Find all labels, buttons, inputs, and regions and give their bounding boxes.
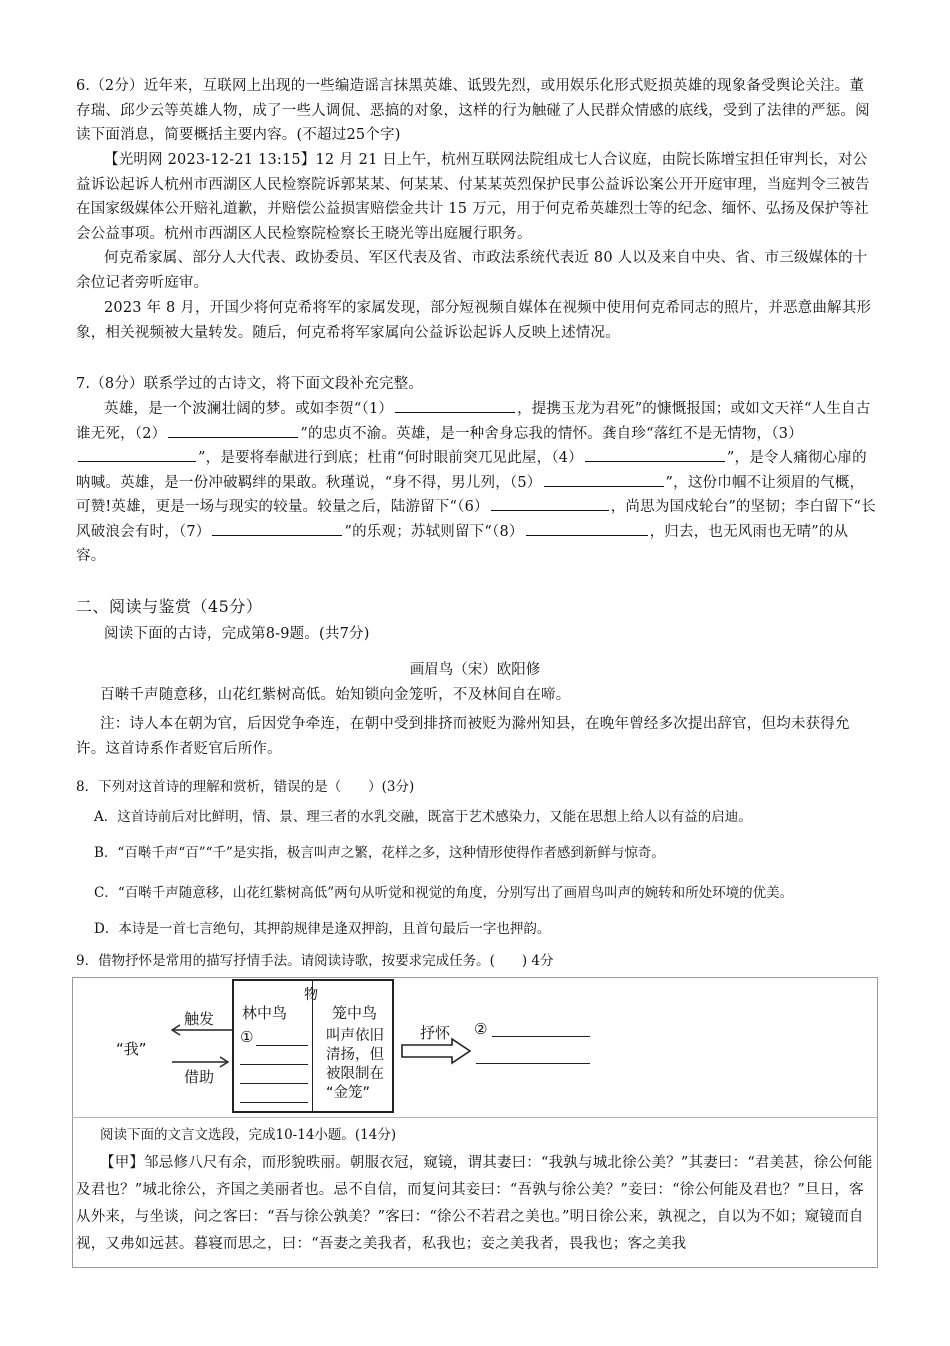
q7-seg8: ”的乐观；苏轼则留下“（8） [344,523,524,540]
q10-intro: 阅读下面的文言文选段，完成10-14小题。(14分) [100,1127,397,1143]
long-bird-description [326,1027,392,1103]
q8-option-b[interactable]: B．“百啭千声“百”“千”是实指，极言叫声之繁，花样之多，这种情形使得作者感到新鲜与惊奇。 [94,845,665,861]
q7-blank-2[interactable] [168,423,298,438]
arrows-svg [168,1020,234,1070]
lin-blank-line-3[interactable] [240,1083,308,1084]
out-blank-line-1[interactable] [492,1036,590,1037]
lin-blank-line-2[interactable] [240,1064,308,1065]
q8-option-c[interactable]: C．“百啭千声随意移，山花红紫树高低”两句从听觉和视觉的角度，分别写出了画眉鸟叫声的婉转和所处环境的优美。 [94,885,794,901]
q7-seg9: ，归去，也无风雨也无晴”的从容。 [76,523,849,564]
q7-blank-1[interactable] [395,398,515,413]
lin-bird-label: 林中鸟 [242,1004,288,1022]
jiezhu-arrow-icon [172,1057,228,1067]
q7-blank-4[interactable] [585,447,725,462]
q7-seg5: ”，是令人痛彻心扉的呐喊。英雄，是一份冲破羁绊的果敢。秋瑾说，“身不得，男儿列，（5） [76,450,867,491]
q8-option-d[interactable]: D．本诗是一首七言绝句，其押韵规律是逢双押韵，且首句最后一字也押韵。 [94,921,551,937]
wu-label: 物 [304,987,318,1003]
q7-seg6: ”，这份巾帼不让须眉的气概，可赞!英雄，更是一场与现实的较量。较量之后，陆游留下“（6） [76,474,865,515]
long-line-3: 被限制在 [326,1066,384,1082]
q7-blank-3[interactable] [78,447,196,462]
diagram-divider [72,1117,878,1118]
poem-text: 百啭千声随意移，山花红紫树高低。始知锁向金笼听，不及林间自在啼。 [100,687,571,703]
blank-2-number: ② [474,1020,488,1038]
out-blank-line-2[interactable] [476,1063,590,1064]
q8-stem: 8．下列对这首诗的理解和赏析，错误的是（ ）(3分) [76,779,415,795]
section-2-intro: 阅读下面的古诗，完成第8-9题。(共7分) [104,626,370,642]
q9-stem: 9．借物抒怀是常用的描写抒情手法。请阅读诗歌，按要求完成任务。( ) 4分 [76,953,554,969]
long-line-1: 叫声依旧 [326,1028,384,1044]
q8-option-a[interactable]: A．这首诗前后对比鲜明，情、景、理三者的水乳交融，既富于艺术感染力，又能在思想上给人以有益的启迪。 [94,809,752,825]
passage-jia: 【甲】邹忌修八尺有余，而形貌昳丽。朝服衣冠，窥镜，谓其妻曰：“我孰与城北徐公美？”其妻曰：“君美甚，徐公何能及君也？”城北徐公，齐国之美丽者也。忌不自信，而复问其妾曰：“吾孰与徐公美？”妾曰：“徐公何能及君也？”旦日，客从外来，与坐谈，问之客曰：“吾与徐公孰美？”客曰：“徐公不若君之美也。”明日徐公来，孰视之，自以为不如；窥镜而自视，又弗如远甚。暮寝而思之，曰：“吾妻之美我者，私我也；妾之美我者，畏我也；客之美我 [76,1155,873,1252]
q7-seg4: ”，是要将奉献进行到底；杜甫“何时眼前突兀见此屋，（4） [198,450,583,466]
lin-blank-line-1[interactable] [256,1045,308,1046]
poem-note: 注：诗人本在朝为官，后因党争牵连，在朝中受到排挤而被贬为滁州知县，在晚年曾经多次提出辞官，但均未获得允许。这首诗系作者贬官后所作。 [76,716,850,757]
section-2-title: 二、阅读与鉴赏（45分） [76,597,263,616]
q6-stem: 6.（2分）近年来，互联网上出现的一些编造谣言抹黑英雄、诋毁先烈，或用娱乐化形式贬损英雄的现象备受舆论关注。董存瑞、邱少云等英雄人物，成了一些人调侃、恶搞的对象，这样的行为触碰了人民群众情感的底线，受到了法律的严惩。阅读下面消息，简要概括主要内容。(不超过25个字) [76,78,870,143]
long-line-2: 清扬，但 [326,1047,384,1063]
q6-news-paragraph-1: 【光明网 2023-12-21 13:15】12 月 21 日上午，杭州互联网法院组成七人合议庭，由院长陈增宝担任审判长，对公益诉讼起诉人杭州市西湖区人民检察院诉郭某某、何某某、付某某英烈保护民事公益诉讼案公开开庭审理，当庭判令三被告在国家级媒体公开赔礼道歉，并赔偿公益损害赔偿金共计 15 万元，用于何克希英雄烈士等的纪念、缅怀、弘扬及保护等社会公益事项。杭州市西湖区人民检察院检察长王晓光等出庭履行职务。 [76,152,870,242]
q6-news-paragraph-3: 2023 年 8 月，开国少将何克希将军的家属发现，部分短视频自媒体在视频中使用何克希同志的照片，并恶意曲解其形象，相关视频被大量转发。随后，何克希将军家属向公益诉讼起诉人反映上述情况。 [76,300,872,341]
q7-seg3: ”的忠贞不渝。英雄，是一种舍身忘我的情怀。龚自珍“落红不是无情物，（3） [300,425,803,442]
blank-1-number: ① [240,1028,254,1046]
q7-passage [76,397,876,569]
long-bird-label: 笼中鸟 [332,1004,378,1022]
shuhuai-label: 抒怀 [420,1024,451,1042]
q7-blank-6[interactable] [491,496,609,511]
q7-seg1: 英雄，是一个波澜壮阔的梦。或如李贺“（1） [104,401,394,417]
q7-seg7: ，尚思为国戍轮台”的坚韧；李白留下“长风破浪会有时，（7） [76,499,876,540]
q6-news-paragraph-2: 何克希家属、部分人大代表、政协委员、军区代表及省、市政法系统代表近 80 人以及来自中央、省、市三级媒体的十余位记者旁听庭审。 [76,250,868,291]
q7-blank-8[interactable] [526,521,648,536]
long-line-4: “金笼” [326,1085,371,1101]
wo-label: “我” [116,1040,147,1058]
chufa-label: 触发 [184,1010,215,1028]
jiezhu-label: 借助 [184,1068,215,1086]
q7-blank-5[interactable] [544,472,664,487]
q7-stem: 7.（8分）联系学过的古诗文，将下面文段补充完整。 [76,376,424,392]
q7-seg2: ，提携玉龙为君死”的慷慨报国；或如文天祥“人生自古谁无死，（2） [76,401,871,442]
lin-blank-line-4[interactable] [240,1102,308,1103]
poem-title: 画眉鸟（宋）欧阳修 [409,662,541,678]
chufa-arrow-icon [172,1025,232,1035]
q7-blank-7[interactable] [212,521,342,536]
